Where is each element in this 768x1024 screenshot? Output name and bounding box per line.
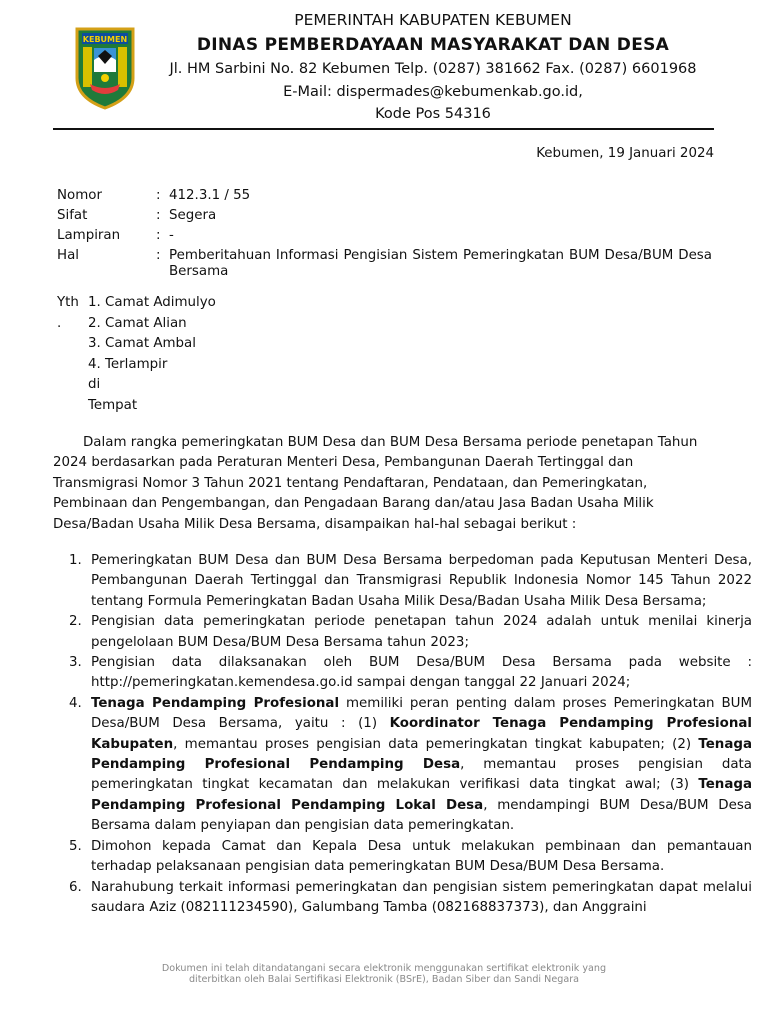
footer-line: diterbitkan oleh Balai Sertifikasi Elektronik (BSrE), Badan Siber dan Sandi Negara	[188, 974, 580, 985]
list-text: Dimohon kepada Camat dan Kepala Desa untuk melakukan pembinaan dan pemantauan terhadap pelaksanaan pengisian data pemeringkatan BUM Desa/BUM Desa Bersama.	[91, 838, 752, 875]
bold-phrase: Tenaga Pendamping Profesional	[91, 695, 340, 711]
list-text: Narahubung terkait informasi pemeringkatan dan pengisian sistem pemeringkatan dapat melalui saudara Aziz (082111234590), Galumbang Tamba (082168837373), dan Anggraini	[91, 879, 752, 915]
list-number: 3.	[69, 655, 82, 671]
intro-paragraph: Dalam rangka pemeringkatan BUM Desa dan BUM Desa Bersama periode penetapan Tahun 2024 berdasarkan pada Peraturan Menteri Desa, Pembangunan Daerah Tertinggal dan Transmigrasi Nomor 3 Tahun 2021 tentang Pendaftaran, Pendataan, dan Pemeringkatan, Pembinaan dan Pengembangan, dan Pengadaan Barang dan/atau Jasa Badan Usaha Milik Desa/Badan Usaha Milik Desa Bersama, disampaikan hal-hal sebagai berikut :	[53, 435, 698, 532]
recipient-prefix-dot: .	[57, 316, 62, 331]
meta-value: Pemberitahuan Informasi Pengisian Sistem Pemeringkatan BUM Desa/BUM Desa Bersama	[169, 248, 712, 279]
list-number: 6.	[69, 879, 82, 895]
bold-phrase: Koordinator Tenaga Pendamping Profesional Kabupaten	[91, 716, 752, 752]
letter-date: Kebumen, 19 Januari 2024	[536, 146, 714, 161]
meta-colon: :	[156, 248, 161, 263]
list-number: 1.	[69, 553, 82, 568]
letterhead-divider	[53, 128, 714, 130]
government-title: PEMERINTAH KABUPATEN KEBUMEN	[294, 11, 572, 29]
points-list	[53, 551, 752, 918]
list-item	[69, 837, 752, 878]
meta-label: Lampiran	[57, 228, 121, 243]
list-text: memiliki peran penting dalam proses Pemeringkatan BUM Desa/BUM Desa Bersama, yaitu : (1)	[91, 695, 753, 732]
recipient-di: di	[88, 377, 101, 392]
meta-value: -	[169, 228, 174, 243]
recipient-item: 1. Camat Adimulyo	[88, 295, 216, 310]
recipient-item: 3. Camat Ambal	[88, 336, 196, 351]
list-text: , memantau proses pengisian data pemeringkatan tingkat kecamatan dan melakukan verifikasi data tingkat awal; (3)	[91, 757, 752, 793]
bold-phrase: Tenaga Pendamping Profesional Pendamping Desa	[91, 736, 752, 773]
footer-line: Dokumen ini telah ditandatangani secara elektronik menggunakan sertifikat elektronik yang	[161, 963, 607, 974]
recipient-item: 2. Camat Alian	[88, 316, 187, 331]
meta-value: Segera	[169, 208, 217, 223]
list-item	[69, 653, 752, 694]
svg-text:KEBUMEN: KEBUMEN	[82, 35, 128, 44]
list-number: 2.	[69, 614, 82, 630]
recipient-item: 4. Terlampir	[88, 357, 168, 372]
bold-phrase: Tenaga Pendamping Profesional Pendamping Lokal Desa	[91, 777, 752, 813]
list-item	[69, 878, 752, 919]
list-number: 5.	[69, 838, 82, 854]
meta-value: 412.3.1 / 55	[169, 188, 251, 203]
list-text: , mendampingi BUM Desa/BUM Desa Bersama dalam penyiapan dan pengisian data pemeringkatan.	[91, 797, 752, 834]
meta-label: Sifat	[57, 208, 88, 223]
meta-label: Hal	[57, 248, 79, 263]
agency-postal: Kode Pos 54316	[375, 106, 491, 122]
list-text: Pemeringkatan BUM Desa dan BUM Desa Bersama berpedoman pada Keputusan Menteri Desa, Pembangunan Daerah Tertinggal dan Transmigrasi Republik Indonesia Nomor 145 Tahun 2022 tentang Formula Pemeringkatan Badan Usaha Milik Desa/Badan Usaha Milik Desa Bersama;	[91, 553, 752, 609]
letterhead	[0, 0, 768, 130]
agency-address: Jl. HM Sarbini No. 82 Kebumen Telp. (0287) 381662 Fax. (0287) 6601968	[169, 61, 697, 77]
recipient-prefix: Yth	[57, 295, 79, 310]
list-text: Pengisian data pemeringkatan periode penetapan tahun 2024 adalah untuk menilai kinerja pengelolaan BUM Desa/BUM Desa Bersama tahun 2023;	[91, 614, 752, 650]
list-number: 4.	[69, 695, 82, 711]
meta-label: Nomor	[57, 188, 102, 203]
agency-email: E-Mail: dispermades@kebumenkab.go.id,	[283, 84, 583, 100]
meta-colon: :	[156, 208, 161, 223]
meta-colon: :	[156, 188, 161, 203]
list-text: Pengisian data dilaksanakan oleh BUM Desa/BUM Desa Bersama pada website : http://pemeringkatan.kemendesa.go.id sampai dengan tanggal 22 Januari 2024;	[91, 655, 752, 691]
agency-title: DINAS PEMBERDAYAAN MASYARAKAT DAN DESA	[196, 35, 670, 55]
recipient-place: Tempat	[88, 398, 138, 413]
esign-footer	[0, 963, 768, 985]
meta-colon: :	[156, 228, 161, 243]
list-text: , memantau proses pengisian data pemeringkatan tingkat kabupaten; (2)	[173, 736, 699, 752]
list-item	[69, 612, 752, 653]
list-item	[69, 551, 752, 612]
list-item	[69, 694, 753, 837]
